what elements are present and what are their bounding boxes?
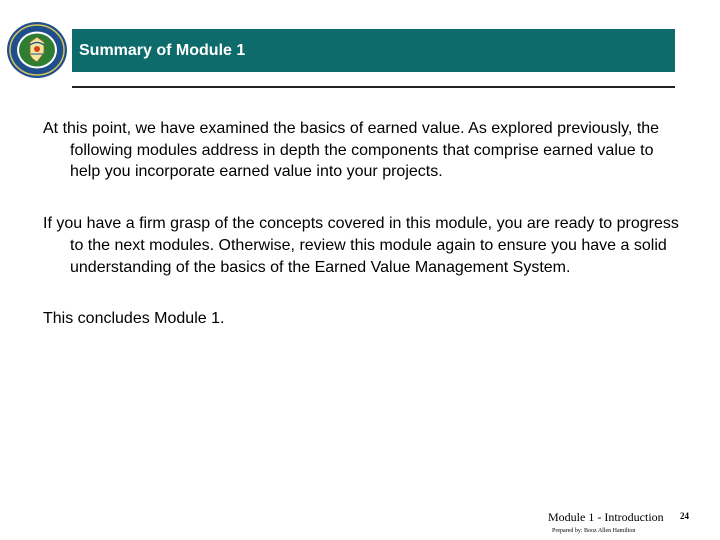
body-paragraph: This concludes Module 1.	[43, 310, 225, 328]
title-divider	[72, 86, 675, 88]
page-title: Summary of Module 1	[79, 41, 246, 59]
body-paragraph: At this point, we have examined the basics of earned value. As explored previously, the following modules address in depth the components that comprise earned value to help you incorporate earned value into your projects.	[43, 120, 660, 181]
title-bar	[72, 29, 675, 72]
page-number: 24	[680, 511, 689, 521]
prepared-by-label: Prepared by: Booz Allen Hamilton	[552, 528, 636, 534]
slide-body	[43, 118, 683, 360]
body-paragraph: If you have a firm grasp of the concepts covered in this module, you are ready to progress to the next modules. Otherwise, review this module again to ensure you have a solid understanding of the basics of the Earned Value Management System.	[43, 215, 679, 276]
doe-seal-icon	[6, 21, 68, 79]
footer-module-label: Module 1 - Introduction	[548, 510, 664, 524]
